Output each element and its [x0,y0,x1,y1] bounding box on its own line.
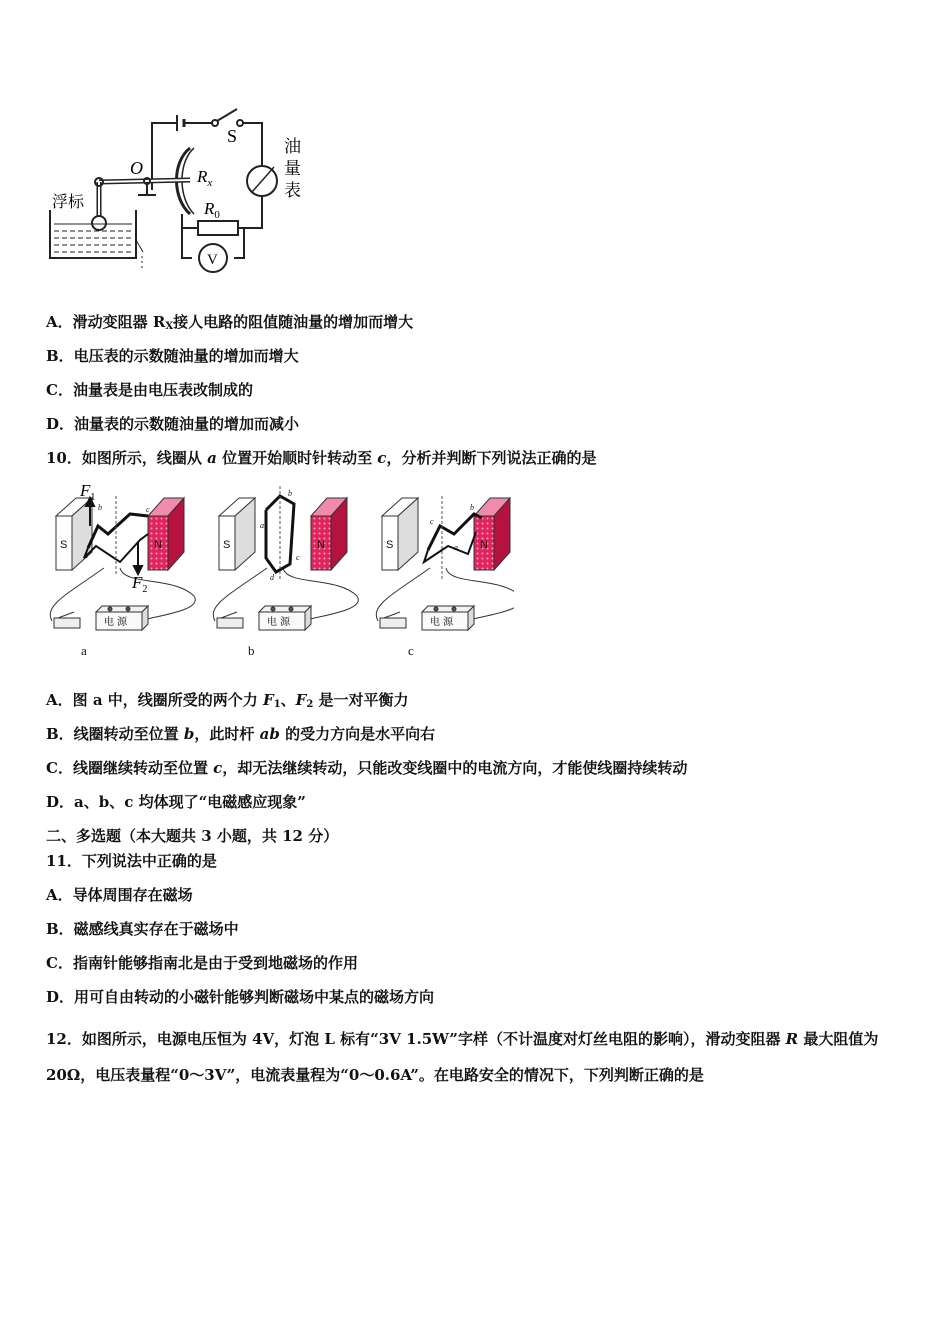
pole-s-label-a: S [60,539,68,551]
pole-n-label-a: N [154,539,162,551]
q10-option-b: B．线圈转动至位置 b，此时杆 ab 的受力方向是水平向右 [46,725,436,743]
switch-label: S [227,126,238,146]
point-c-label-c: c [430,517,434,526]
q9-option-c: C．油量表是由电压表改制成的 [46,381,253,399]
voltmeter-label: V [207,252,218,268]
point-b-label-a: b [98,503,102,512]
q11-option-a: A．导体周围存在磁场 [46,886,193,904]
section-heading: 二、多选题（本大题共 3 小题，共 12 分） [46,827,339,845]
q11-option-d: D．用可自由转动的小磁针能够判断磁场中某点的磁场方向 [46,988,435,1006]
power-label-b: 电 源 [267,617,291,628]
float-label: 浮标 [52,192,85,211]
pole-s-label-b: S [223,539,231,551]
pivot-label: O [130,158,143,178]
point-a-label-c: a [454,543,458,552]
q11-option-b: B．磁感线真实存在于磁场中 [46,920,239,938]
figure-caption-a: a [81,643,87,658]
q9-option-b: B．电压表的示数随油量的增加而增大 [46,347,299,365]
pole-n-label-c: N [480,539,488,551]
q12-stem: 12．如图所示，电源电压恒为 4V，灯泡 L 标有“3V 1.5W”字样（不计温度对灯丝电阻的影响），滑动变阻器 R 最大阻值为 20Ω，电压表量程“0～3V”，电流表量程为“0～0.6A”。在电路安全的情况下，下列判断正确的是 [46,1030,879,1084]
q10-option-d: D．a、b、c 均体现了“电磁感应现象” [46,793,306,811]
point-c-label-a: c [146,505,150,514]
meter-label-1: 油 [284,137,301,157]
meter-label-2: 量 [284,159,301,179]
q11-option-c: C．指南针能够指南北是由于受到地磁场的作用 [46,954,358,972]
rx-label: $R_x$ [197,167,213,189]
point-c-label-b: c [296,553,300,562]
figure-caption-c: c [408,643,414,658]
power-label-c: 电 源 [430,617,454,628]
q11-stem: 11．下列说法中正确的是 [46,852,217,870]
point-a-label-a: a [84,551,88,560]
power-label-a: 电 源 [104,617,128,628]
q10-option-c: C．线圈继续转动至位置 c，却无法继续转动，只能改变线圈中的电流方向，才能使线圈持续转动 [46,759,688,777]
q9-option-a: A．滑动变阻器 $R_X$接人电路的阻值随油量的增加而增大 [46,313,414,332]
point-a-label-b: a [260,521,264,530]
point-b-label-b: b [288,489,292,498]
motor-figure [44,476,514,640]
r0-label: $R_0$ [204,199,220,221]
meter-label-3: 表 [284,181,301,201]
q10-option-a: A．图 a 中，线圈所受的两个力 $F_1$、$F_2$ 是一对平衡力 [46,691,409,710]
pole-s-label-c: S [386,539,394,551]
figure-caption-b: b [248,643,255,658]
pole-n-label-b: N [317,539,325,551]
point-b-label-c: b [470,503,474,512]
force-f2-label: $F_2$ [132,573,148,595]
force-f1-label: $F_1$ [80,481,96,503]
oil-gauge-circuit-figure [44,100,324,275]
q10-stem: 10．如图所示，线圈从 a 位置开始顺时针转动至 c，分析并判断下列说法正确的是 [46,449,597,467]
point-d-label-b: d [270,573,274,582]
q9-option-d: D．油量表的示数随油量的增加而减小 [46,415,300,433]
